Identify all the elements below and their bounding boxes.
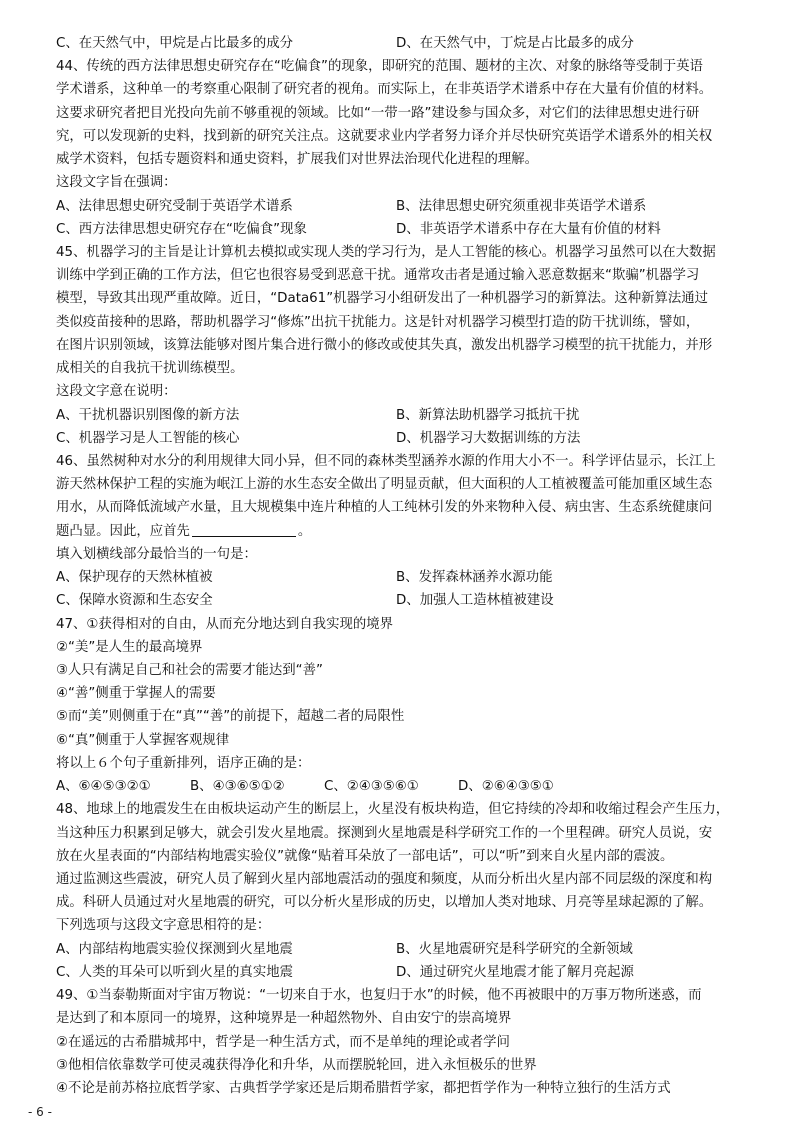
q46-prompt: 填入划横线部分最恰当的一句是：: [56, 546, 257, 562]
q44-line-2: 学术谱系，这种单一的考察重心限制了研究者的视角。而实际上，在非英语学术谱系中存在大量有价值的材料。: [56, 82, 713, 98]
q49-line-2: 是达到了和本原同一的境界，这种境界是一种超然物外、自由安宁的崇高境界: [56, 1011, 512, 1027]
q43-options-row-cd: [56, 33, 756, 55]
q45-option-a: A、干扰机器识别图像的新方法: [56, 407, 240, 423]
q46-option-a: A、保护现存的天然林植被: [56, 570, 213, 586]
q46-option-d: D、加强人工造林植被建设: [396, 593, 554, 609]
q44-line-4: 究，可以发现新的史料，找到新的研究关注点。这就要求业内学者努力译介并尽快研究英语学术谱系外的相关权: [56, 128, 713, 144]
q48-options-row-cd: [56, 962, 756, 984]
q44-option-b: B、法律思想史研究须重视非英语学术谱系: [396, 198, 647, 214]
q47-sentence-2: ②“美”是人生的最高境界: [56, 639, 203, 655]
q45-option-b: B、新算法助机器学习抵抗干扰: [396, 407, 580, 423]
q45-prompt: 这段文字意在说明：: [56, 384, 177, 400]
q48-line-2: 当这种压力积累到足够大，就会引发火星地震。探测到火星地震是科学研究工作的一个里程碑。研究人员说，安: [56, 825, 713, 841]
q44-option-a: A、法律思想史研究受制于英语学术谱系: [56, 198, 293, 214]
q47-sentence-6: ⑥“真”侧重于人掌握客观规律: [56, 732, 230, 748]
q47-sentence-3: ③人只有满足自己和社会的需要才能达到“善”: [56, 663, 323, 678]
q46-options-row-ab: [56, 567, 756, 589]
q46-line-3: 用水，从而降低流域产水量，且大规模集中连片种植的人工纯林引发的外来物种入侵、病虫害、生态系统健康问: [56, 500, 713, 516]
q44-line-3: 这要求研究者把目光投向先前不够重视的领域。比如“一带一路”建设参与国众多，对它们的法律思想史进行研: [56, 105, 700, 121]
q44-options-row-cd: [56, 219, 756, 241]
q47-option-c: C、②④③⑤⑥①: [324, 779, 419, 795]
q45-options-row-cd: [56, 428, 756, 450]
q47-sentence-1: 47、①获得相对的自由，从而充分地达到自我实现的境界: [56, 616, 394, 632]
q45-line-6: 成相关的自我抗干扰训练模型。: [56, 361, 244, 377]
q46-answer-blank: [192, 522, 296, 537]
q44-options-row-ab: [56, 196, 756, 218]
q48-option-c: C、人类的耳朵可以听到火星的真实地震: [56, 964, 293, 980]
q46-line-1: 46、虽然树种对水分的利用规律大同小异，但不同的森林类型涵养水源的作用大小不一。科学评估显示，长江上: [56, 454, 716, 469]
q46-option-c: C、保障水资源和生态安全: [56, 593, 213, 609]
q48-option-a: A、内部结构地震实验仪探测到火星地震: [56, 941, 293, 957]
q47-option-a: A、⑥④⑤③②①: [56, 779, 151, 795]
q44-prompt: 这段文字旨在强调：: [56, 175, 177, 191]
q43-option-d: D、在天然气中，丁烷是占比最多的成分: [396, 36, 634, 51]
q48-line-5: 成。科研人员通过对火星地震的研究，可以分析火星形成的历史，以增加人类对地球、月亮等星球起源的了解。: [56, 895, 713, 911]
q44-option-d: D、非英语学术谱系中存在大量有价值的材料: [396, 221, 661, 237]
q49-line-1: 49、①当泰勒斯面对宇宙万物说：“一切来自于水，也复归于水”的时候，他不再被眼中的万事万物所迷惑，而: [56, 988, 702, 1004]
q47-prompt: 将以上６个句子重新排列，语序正确的是：: [56, 755, 311, 771]
q47-options-row: [56, 776, 756, 798]
q49-sentence-3: ③他相信依靠数学可使灵魂获得净化和升华，从而摆脱轮回，进入永恒极乐的世界: [56, 1057, 537, 1073]
q43-option-c: C、在天然气中，甲烷是占比最多的成分: [56, 36, 293, 51]
q46-line-4: [56, 521, 311, 543]
q45-line-5: 在图片识别领域，该算法能够对图片集合进行微小的修改或使其失真，激发出机器学习模型的抗干扰能力，并形: [56, 337, 713, 353]
q47-sentence-4: ④“善”侧重于掌握人的需要: [56, 686, 216, 702]
q47-option-d: D、②⑥④③⑤①: [458, 779, 554, 795]
q45-options-row-ab: [56, 405, 756, 427]
q47-option-b: B、④③⑥⑤①②: [190, 779, 285, 795]
q45-line-4: 类似疫苗接种的思路，帮助机器学习“修炼”出抗干扰能力。这是针对机器学习模型打造的防干扰训练，譬如，: [56, 314, 700, 330]
q44-line-5: 威学术资料，包括专题资料和通史资料，扩展我们对世界法治现代化进程的理解。: [56, 152, 539, 168]
q45-line-1: 45、机器学习的主旨是让计算机去模拟或实现人类的学习行为，是人工智能的核心。机器学习虽然可以在大数据: [56, 245, 716, 260]
q45-option-c: C、机器学习是人工智能的核心: [56, 430, 240, 446]
q48-option-d: D、通过研究火星地震才能了解月亮起源: [396, 964, 634, 980]
q49-sentence-2: ②在遥远的古希腊城邦中，哲学是一种生活方式，而不是单纯的理论或者学问: [56, 1034, 510, 1050]
q45-option-d: D、机器学习大数据训练的方法: [396, 430, 581, 446]
q46-line-4-end: 。: [297, 523, 312, 539]
q45-line-3: 模型，导致其出现严重故障。近日，“Data61”机器学习小组研发出了一种机器学习的新算法。这种新算法通过: [56, 291, 709, 307]
q44-option-c: C、西方法律思想史研究存在“吃偏食”现象: [56, 221, 307, 237]
q45-line-2: 训练中学到正确的工作方法，但它也很容易受到恶意干扰。通常攻击者是通过输入恶意数据来“欺骗”机器学习: [56, 268, 700, 284]
q46-options-row-cd: [56, 590, 756, 612]
q47-sentence-5: ⑤而“美”则侧重于在“真”“善”的前提下，超越二者的局限性: [56, 709, 405, 725]
q48-line-1: 48、地球上的地震发生在由板块运动产生的断层上，火星没有板块构造，但它持续的冷却和收缩过程会产生压力，: [56, 802, 730, 818]
q49-sentence-4: ④不论是前苏格拉底哲学家、古典哲学学家还是后期希腊哲学家，都把哲学作为一种特立独行的生活方式: [56, 1081, 671, 1096]
q48-options-row-ab: [56, 939, 756, 961]
page-number: - 6 -: [28, 1105, 52, 1119]
q48-line-4: 通过监测这些震波，研究人员了解到火星内部地震活动的强度和频度，从而分析出火星内部不同层级的深度和构: [56, 872, 713, 887]
q48-line-3: 放在火星表面的“内部结构地震实验仪”就像“贴着耳朵放了一部电话”，可以“听”到来自火星内部的震波。: [56, 848, 674, 864]
q46-line-4-text: 题凸显。因此，应首先: [56, 523, 190, 539]
q46-line-2: 游天然林保护工程的实施为岷江上游的水生态安全做出了明显贡献，但大面积的人工植被覆盖可能加重区域生态: [56, 477, 713, 493]
q44-line-1: 44、传统的西方法律思想史研究存在“吃偏食”的现象，即研究的范围、题材的主次、对象的脉络等受制于英语: [56, 59, 703, 75]
q48-prompt: 下列选项与这段文字意思相符的是：: [56, 918, 271, 934]
q46-option-b: B、发挥森林涵养水源功能: [396, 570, 553, 586]
q48-option-b: B、火星地震研究是科学研究的全新领域: [396, 941, 633, 957]
